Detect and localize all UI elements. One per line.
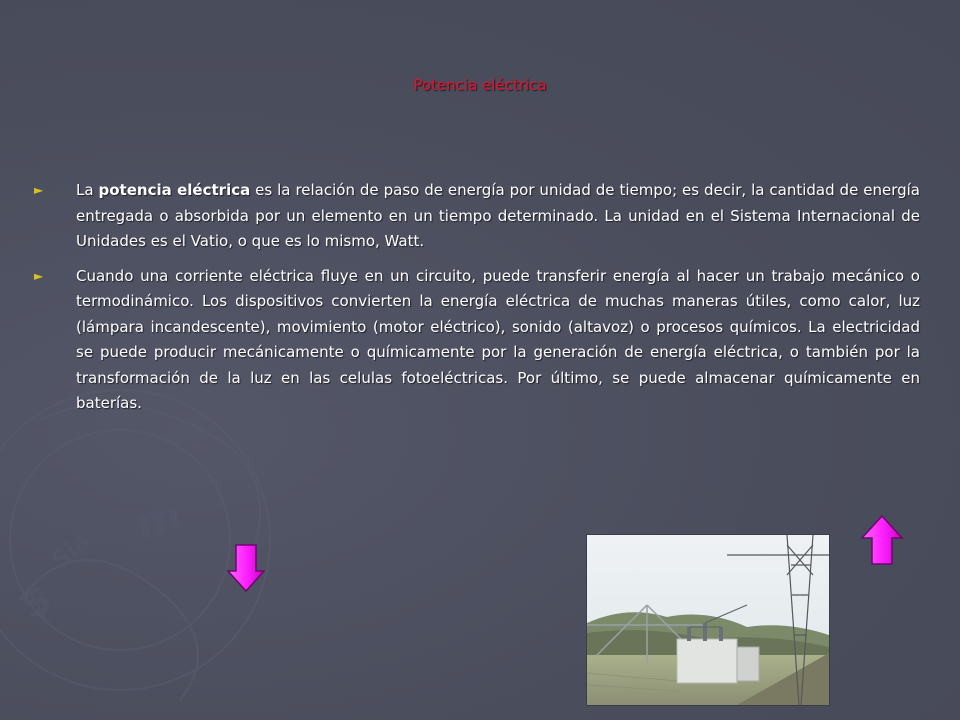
- slide-title: Potencia eléctrica: [413, 76, 547, 94]
- svg-text:m: m: [129, 489, 188, 551]
- bullet-item: [34, 264, 920, 417]
- bullet-text: [76, 178, 920, 255]
- substation-illustration: [587, 535, 829, 705]
- bullet-text: [76, 264, 920, 417]
- bullet-rest: Cuando una corriente eléctrica fluye en un circuito, puede transferir energía al hacer un trabajo mecánico o termodinámico. Los dispositivos convierten la energía eléctrica de muchas maneras útiles, como calor, luz (lámpara incandescente), movimiento (motor eléctrico), sonido (altavoz) o procesos químicos. La electricidad se puede producir mecánicamente o químicamente por la generación de energía eléctrica, o también por la transformación de la luz en las celulas fotoeléctricas. Por último, se puede almacenar químicamente en baterías.: [76, 266, 920, 412]
- electrical-substation-photo: [586, 534, 830, 706]
- arrow-up-icon[interactable]: [860, 514, 904, 566]
- bullet-marker-icon: ►: [34, 268, 44, 283]
- arrow-down-icon[interactable]: [226, 543, 266, 593]
- svg-text:$: $: [12, 574, 60, 629]
- svg-text:Sia: Sia: [45, 526, 96, 575]
- bullet-intro: La: [76, 181, 99, 199]
- bullet-item: [34, 178, 920, 255]
- bullet-marker-icon: ►: [34, 183, 44, 197]
- bullet-rest: es la relación de paso de energía por unidad de tiempo; es decir, la cantidad de energía entregada o absorbida por un elemento en un tiempo determinado. La unidad en el Sistema Internacional de Unidades es el Vatio, o que es lo mismo, Watt.: [76, 181, 920, 250]
- slide-body: [34, 178, 920, 426]
- bullet-bold-term: potencia eléctrica: [98, 181, 251, 199]
